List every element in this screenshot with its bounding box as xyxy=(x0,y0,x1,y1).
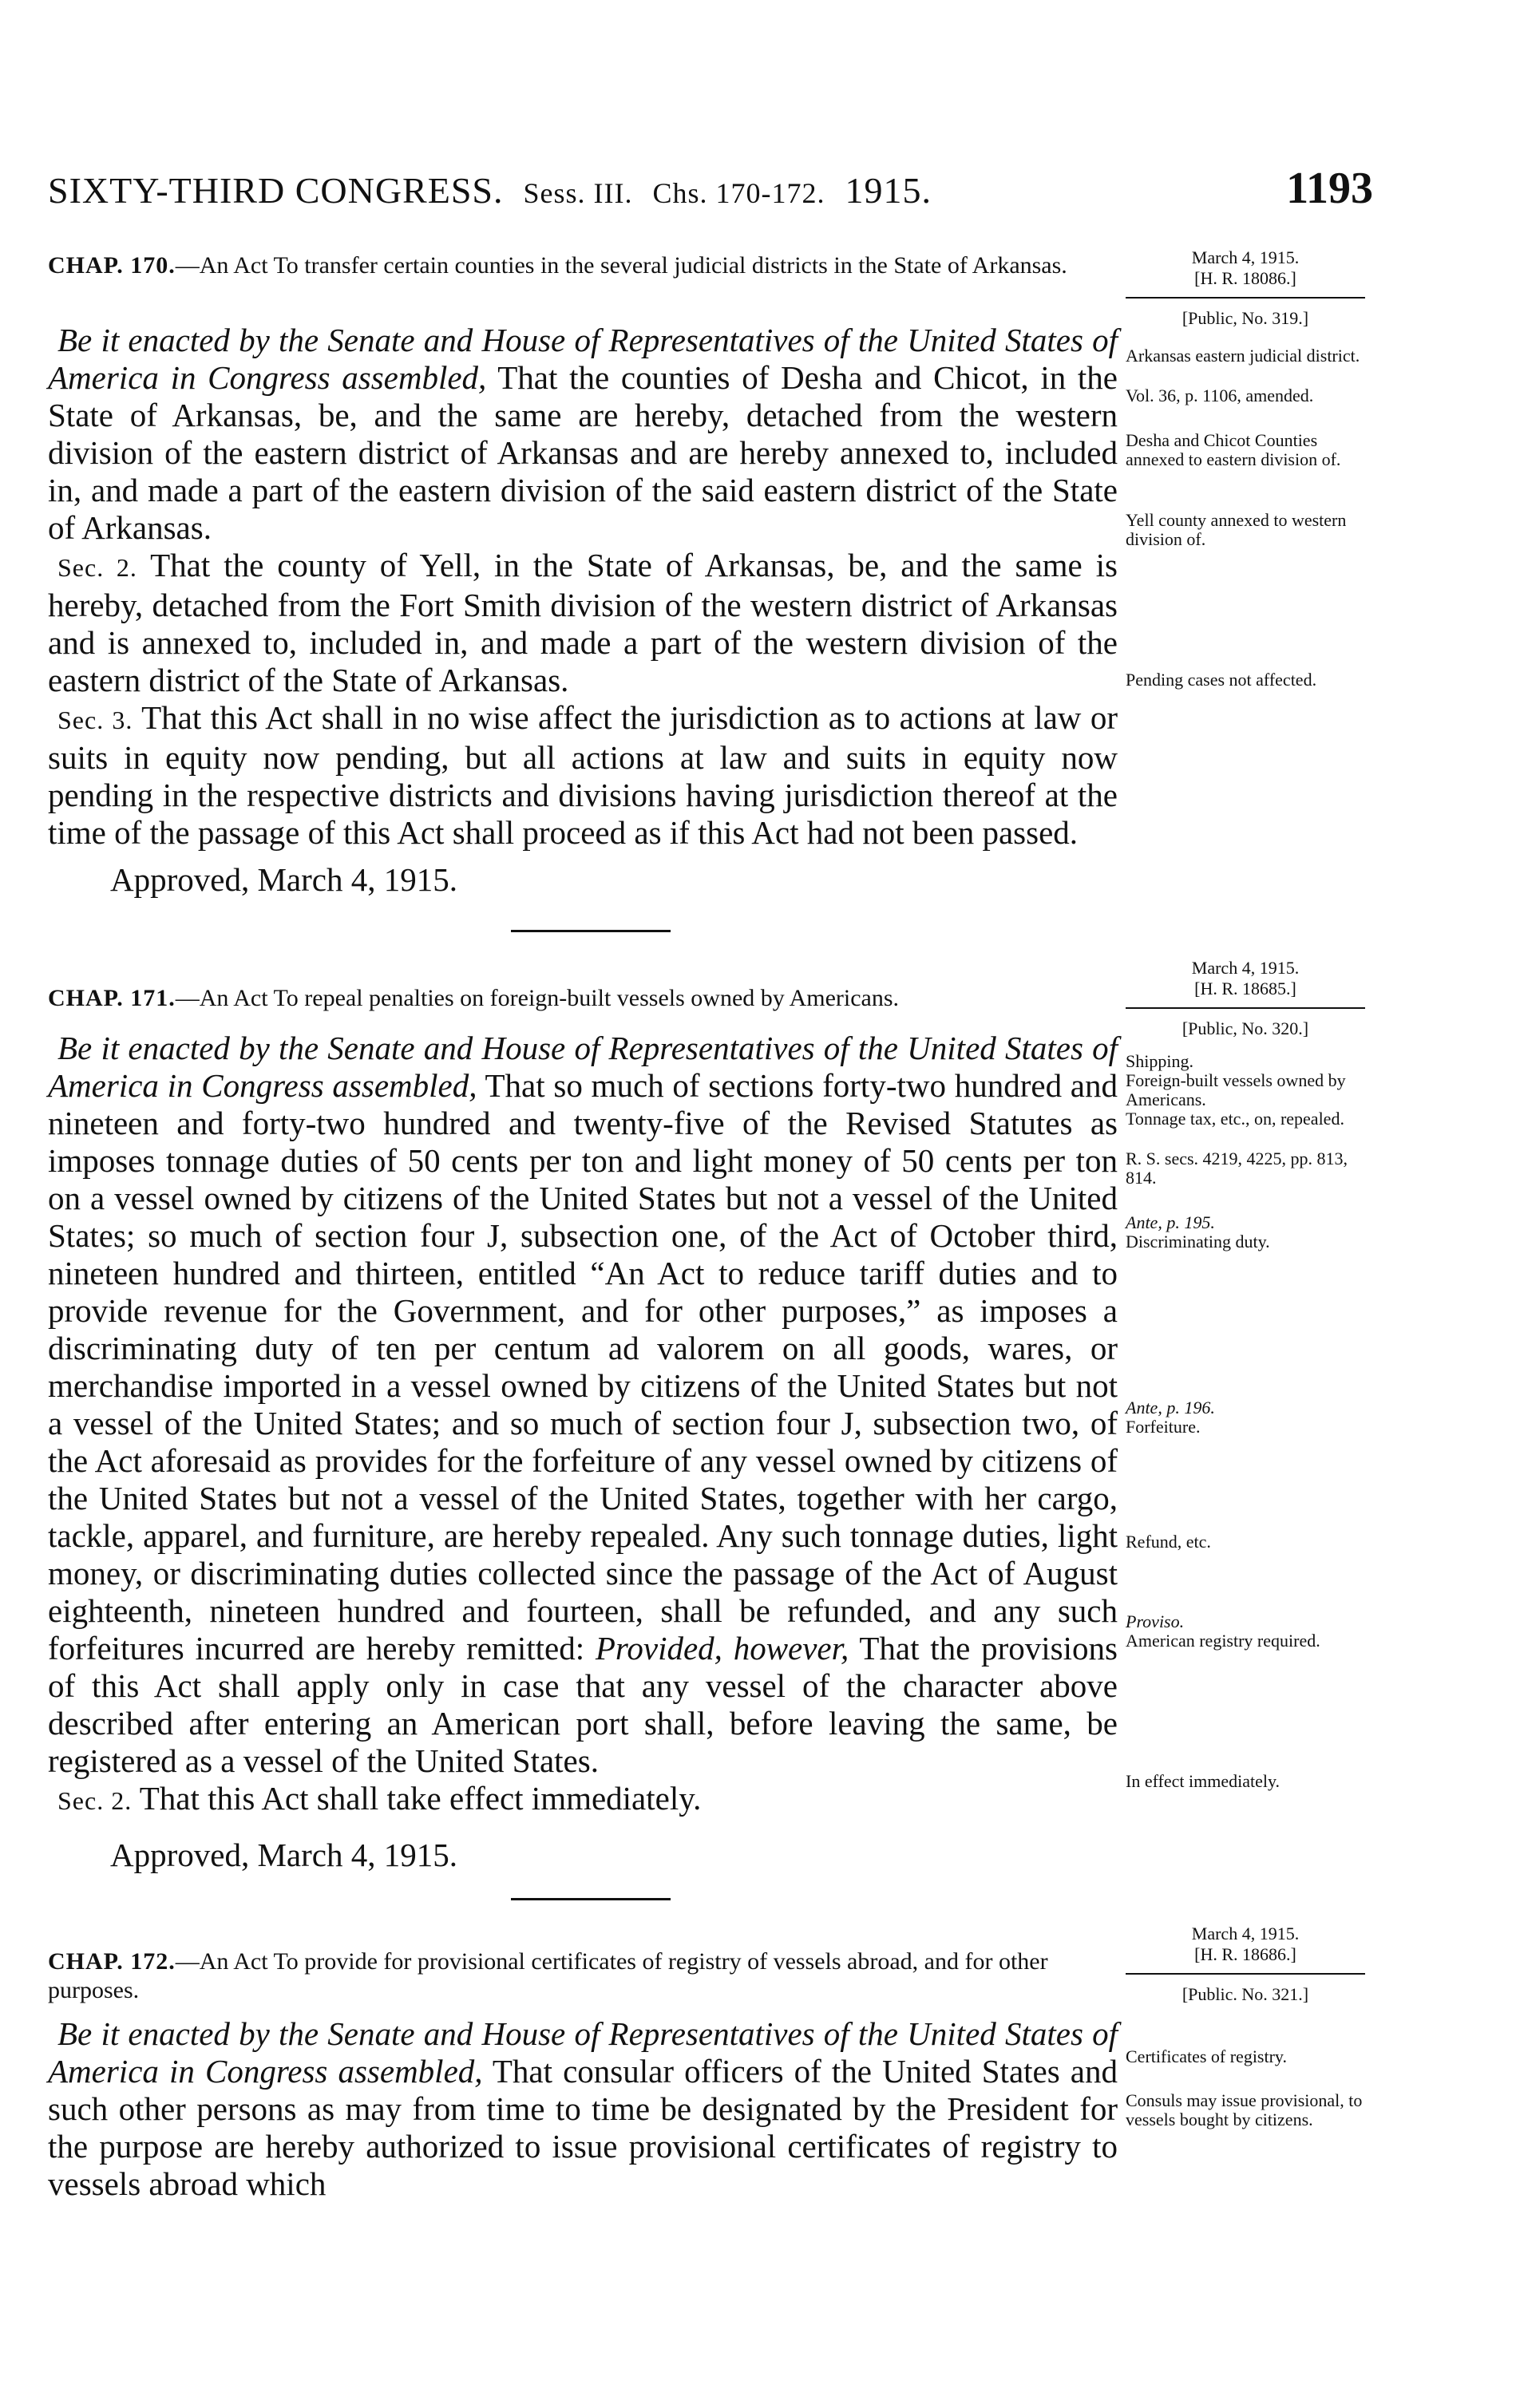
chap171-sec2-text: That this Act shall take effect immediately. xyxy=(139,1780,702,1817)
chap170-enacting-clause: Be it enacted by the Senate and House of Representatives of the United States of America in Congress assembled, xyxy=(48,322,1118,396)
chap170-margin-citation xyxy=(1126,247,1365,329)
chap170-bill: [H. R. 18086.] xyxy=(1194,268,1296,288)
chap170-sec2-label: Sec. 2. xyxy=(57,553,137,582)
chap170-number: CHAP. 170. xyxy=(48,252,176,279)
chap170-approved: Approved, March 4, 1915. xyxy=(110,861,457,898)
header-left xyxy=(48,169,932,212)
chap170-section1 xyxy=(48,322,1118,547)
chap171-margin-divider xyxy=(1126,1007,1365,1009)
chap171-proviso-phrase: Provided, however, xyxy=(595,1630,849,1667)
chap171-date: March 4, 1915. xyxy=(1191,958,1300,978)
chap171-number: CHAP. 171. xyxy=(48,985,176,1011)
chap171-sec2-label: Sec. 2. xyxy=(57,1786,133,1815)
chap170-sec2-text: That the county of Yell, in the State of Arkansas, be, and the same is hereby, detached from the Fort Smith division of the western district of Arkansas and is annexed to, included in, and made a part of the western division of the eastern district of the State of Arkansas. xyxy=(48,547,1118,698)
chap171-proviso-text: That the provisions of this Act shall apply only in case that any vessel of the character above described after entering an American port shall, before leaving the same, be registered as a vessel of the United States. xyxy=(48,1630,1118,1779)
chap171-title: —An Act To repeal penalties on foreign-built vessels owned by Americans. xyxy=(175,985,900,1011)
chap172-enacting-clause: Be it enacted by the Senate and House of Representatives of the United States of America in Congress assembled, xyxy=(48,2015,1118,2090)
chap171-approved: Approved, March 4, 1915. xyxy=(110,1837,457,1873)
chap170-title: —An Act To transfer certain counties in the several judicial districts in the State of Arkansas. xyxy=(175,252,1067,279)
chap172-heading xyxy=(48,1947,1118,2005)
chap171-sec1-text: That so much of sections forty-two hundred and nineteen and forty-two hundred and twenty-five of the Revised Statutes as imposes tonnage duties of 50 cents per ton and light money of 50 cents per ton on a vessel owned by citizens of the United States but not a vessel of the United States; so much of section four J, subsection one, of the Act of October third, nineteen hundred and thirteen, entitled “An Act to reduce tariff duties and to provide revenue for the Government, and for other purposes,” as imposes a discriminating duty of ten per centum ad valorem on all goods, wares, or merchandise imported in a vessel owned by citizens of the United States but not a vessel of the United States; and so much of section four J, subsection two, of the Act aforesaid as provides for the forfeiture of any vessel owned by citizens of the United States but not a vessel of the United States, together with her cargo, tackle, apparel, and furniture, are hereby repealed. Any such tonnage duties, light money, or discriminating duties collected since the passage of the Act of August eighteenth, nineteen hundred and fourteen, shall be refunded, and any such forfeitures incurred are hereby remitted: xyxy=(48,1067,1118,1667)
chap171-body xyxy=(48,1030,1118,1820)
chap172-note-consuls: Consuls may issue provisional, to vessels bought by citizens. xyxy=(1126,2090,1363,2129)
chap171-note-foreign-built: Foreign-built vessels owned by Americans. xyxy=(1126,1070,1346,1109)
chap170-sec1-text: That the counties of Desha and Chicot, in the State of Arkansas, be, and the same are hereby, detached from the western division of the eastern district of Arkansas and are hereby annexed to, included in, and made a part of the eastern division of the said eastern district of the State of Arkansas. xyxy=(48,359,1118,546)
chap170-heading xyxy=(48,251,1118,280)
chap170-date: March 4, 1915. xyxy=(1191,247,1300,267)
chap171-note-registry: American registry required. xyxy=(1126,1631,1320,1651)
chap171-note-tonnage: Tonnage tax, etc., on, repealed. xyxy=(1126,1109,1344,1129)
chap171-enacting-clause: Be it enacted by the Senate and House of Representatives of the United States of America in Congress assembled, xyxy=(48,1030,1118,1104)
year-label: 1915. xyxy=(845,170,932,211)
chap170-note-desha-chicot: Desha and Chicot Counties annexed to eastern division of. xyxy=(1126,430,1341,469)
chap171-section1 xyxy=(48,1030,1118,1780)
chap171-section2 xyxy=(48,1780,1118,1820)
running-header xyxy=(48,164,1373,225)
chap172-public: [Public. No. 321.] xyxy=(1182,1984,1309,2004)
chapter-divider-1 xyxy=(511,930,671,932)
chap171-note-rs-sections: R. S. secs. 4219, 4225, pp. 813, 814. xyxy=(1126,1149,1348,1188)
session-label: Sess. III. xyxy=(523,177,633,209)
chap172-margin-divider xyxy=(1126,1973,1365,1975)
chap170-note-yell: Yell county annexed to western division of. xyxy=(1126,510,1347,549)
chap171-margin-citation xyxy=(1126,958,1365,1039)
chap170-sec3-label: Sec. 3. xyxy=(57,706,133,734)
chap172-section1 xyxy=(48,2015,1118,2203)
chap171-note-refund: Refund, etc. xyxy=(1126,1532,1211,1552)
chap171-note-proviso: Proviso. xyxy=(1126,1611,1185,1631)
chap170-note-jurisdiction: Arkansas eastern judicial district. xyxy=(1126,346,1360,366)
chap171-bill: [H. R. 18685.] xyxy=(1194,979,1296,998)
chap172-date: March 4, 1915. xyxy=(1191,1924,1300,1943)
chap170-section3 xyxy=(48,699,1118,852)
chap171-note-ante-195: Ante, p. 195. xyxy=(1126,1212,1215,1232)
chap171-note-shipping: Shipping. xyxy=(1126,1051,1193,1071)
congress-title: SIXTY-THIRD CONGRESS. xyxy=(48,170,504,211)
chap170-public: [Public, No. 319.] xyxy=(1182,308,1309,328)
chapter-divider-2 xyxy=(511,1898,671,1900)
chap171-note-discriminating: Discriminating duty. xyxy=(1126,1232,1270,1251)
page-number: 1193 xyxy=(1286,164,1373,213)
chap171-note-effect: In effect immediately. xyxy=(1126,1771,1280,1791)
chap172-number: CHAP. 172. xyxy=(48,1948,176,1975)
chap171-note-ante-196: Ante, p. 196. xyxy=(1126,1398,1215,1418)
chap170-sec3-text: That this Act shall in no wise affect the jurisdiction as to actions at law or suits in equity now pending, but all actions at law and suits in equity now pending in the respective districts and divisions having jurisdiction thereof at the time of the passage of this Act shall proceed as if this Act had not been passed. xyxy=(48,699,1118,851)
chap172-title: —An Act To provide for provisional certificates of registry of vessels abroad, and for other purposes. xyxy=(48,1948,1048,2003)
chap170-body xyxy=(48,322,1118,852)
chap171-heading xyxy=(48,984,1118,1013)
chap170-note-amended: Vol. 36, p. 1106, amended. xyxy=(1126,386,1314,405)
chap171-public: [Public, No. 320.] xyxy=(1182,1018,1309,1038)
chap172-sec1-text: That consular officers of the United States and such other persons as may from time to time be designated by the President for the purpose are hereby authorized to issue provisional certificates of registry to vessels abroad which xyxy=(48,2053,1118,2202)
chap172-body xyxy=(48,2015,1118,2203)
chap171-note-forfeiture: Forfeiture. xyxy=(1126,1417,1201,1437)
chap172-bill: [H. R. 18686.] xyxy=(1194,1944,1296,1964)
chap170-margin-divider xyxy=(1126,297,1365,299)
chap170-note-pending: Pending cases not affected. xyxy=(1126,670,1317,690)
chapters-label: Chs. 170-172. xyxy=(652,177,825,209)
chap172-margin-citation xyxy=(1126,1924,1365,2005)
chap170-section2 xyxy=(48,547,1118,699)
chap172-note-certificates: Certificates of registry. xyxy=(1126,2046,1287,2066)
